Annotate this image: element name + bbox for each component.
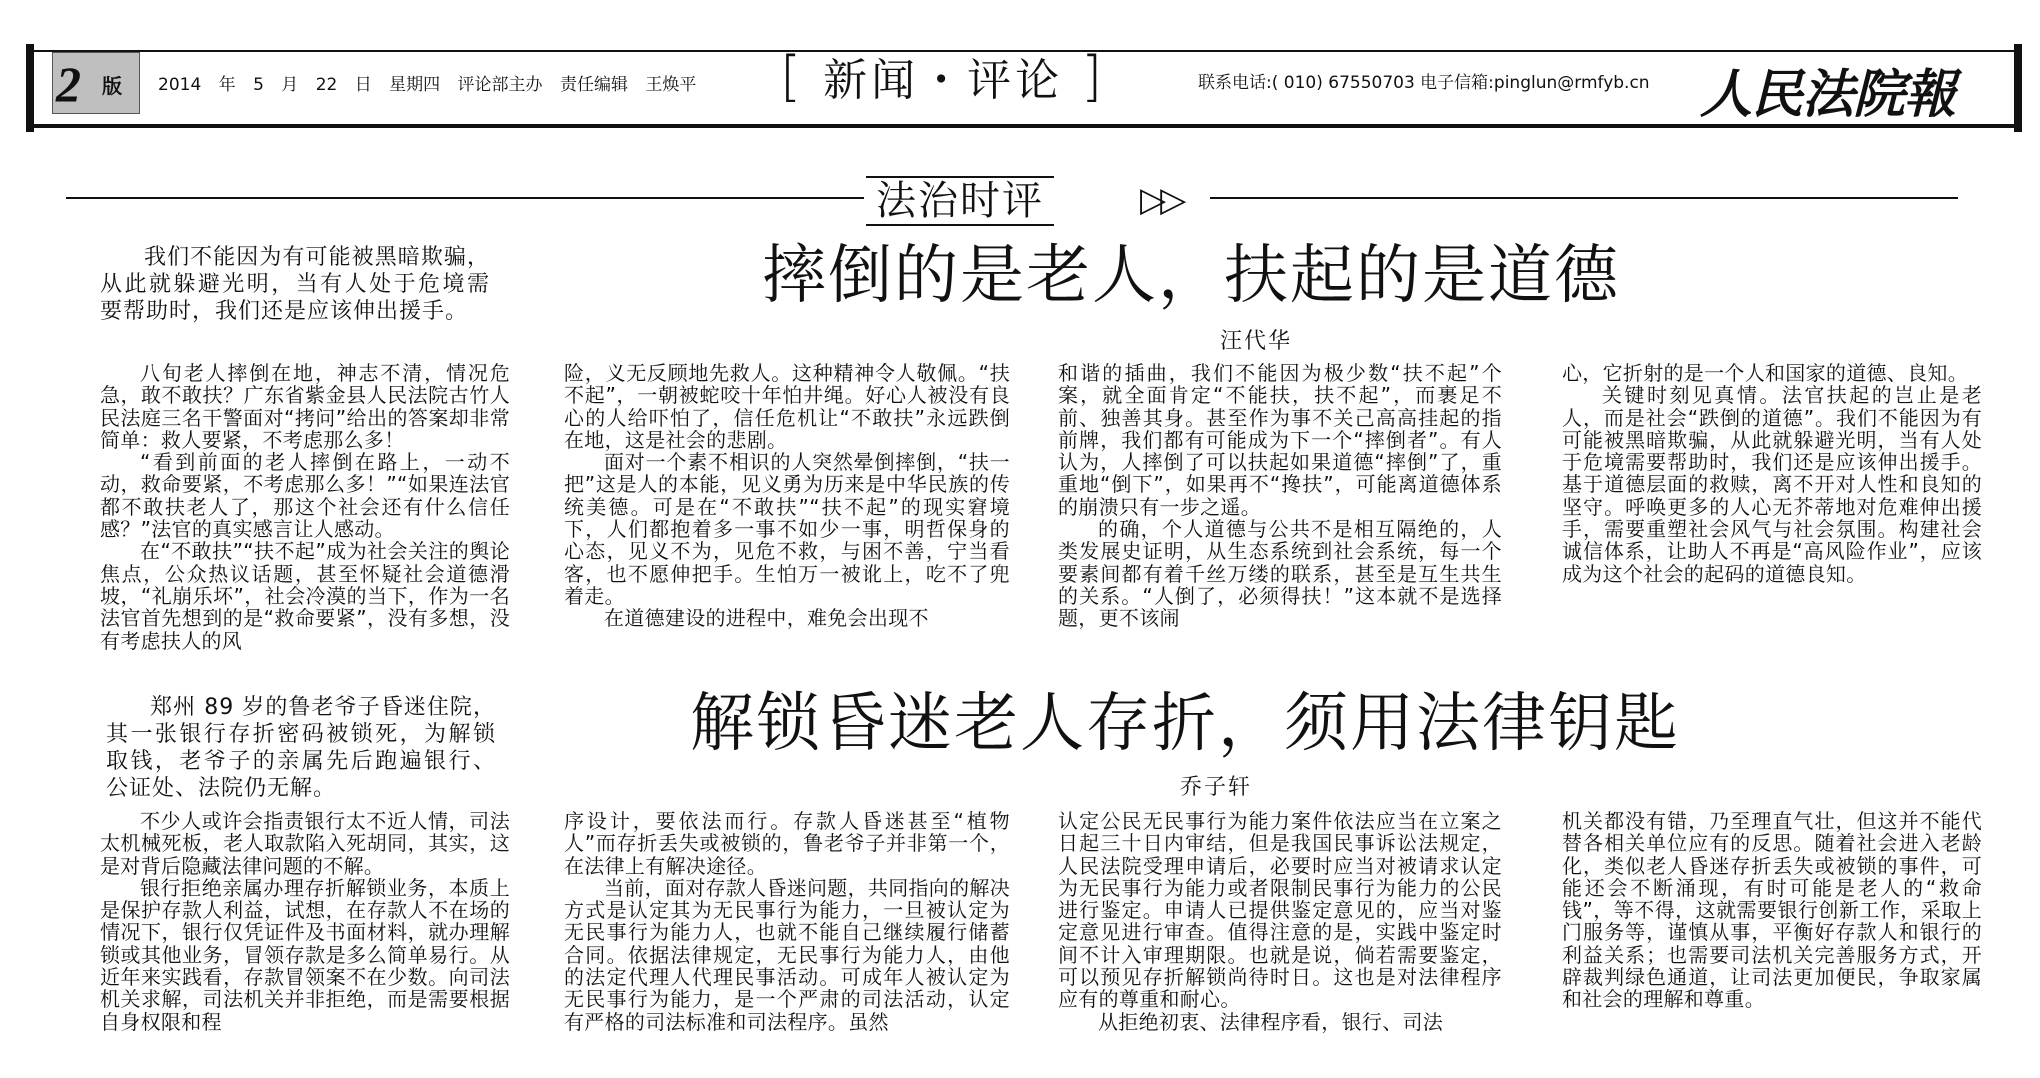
article2-paragraph: 当前，面对存款人昏迷问题，共同指向的解决方式是认定其为无民事行为能力，一旦被认定为无民事行为能力人，也就不能自己继续履行储蓄合同。依据法律规定，无民事行为能力人，由他的法定代理人代理民事活动。可成年人被认定为无民事行为能力，是一个严肃的司法活动，认定有严格的司法标准和司法程序。虽然 (564, 875, 1010, 1034)
article1-column-1 (100, 362, 510, 674)
double-arrow-icon: ▷▷ (1140, 180, 1181, 220)
article2-lead: 郑州 89 岁的鲁老爷子昏迷住院，其一张银行存折密码被锁死，为解锁取钱，老爷子的亲属先后跑遍银行、公证处、法院仍无解。 (106, 695, 496, 801)
article2-column-3 (1058, 810, 1502, 1078)
article2-paragraph: 银行拒绝亲属办理存折解锁业务，本质上是保护存款人利益，试想，在存款人不在场的情况下，银行仅凭证件及书面材料，就办理解锁或其他业务，冒领存款是多么简单易行。从近年来实践看，存款冒领案不在少数。向司法机关求解，司法机关并非拒绝，而是需要根据自身权限和程 (100, 875, 510, 1034)
article1-paragraph: 的确，个人道德与公共不是相互隔绝的，人类发展史证明，从生态系统到社会系统，每一个要素间都有着千丝万缕的联系，甚至是互生共生的关系。“人倒了，必须得扶！”这本就不是选择题，更不该闹 (1058, 517, 1502, 631)
article1-byline: 汪代华 (1220, 329, 1293, 354)
article2-headline: 解锁昏迷老人存折，须用法律钥匙 (690, 687, 1680, 761)
article1-paragraph: 八旬老人摔倒在地，神志不清，情况危急，敢不敢扶？广东省紫金县人民法院古竹人民法庭三名干警面对“拷问”给出的答案却非常简单：救人要紧，不考虑那么多！ (100, 362, 510, 452)
page-label: 版 (102, 74, 122, 98)
section-bracket-close: ] (1081, 45, 1107, 108)
article1-column-3 (1058, 362, 1502, 674)
newspaper-masthead: 人民法院報 (1700, 64, 1956, 125)
article1-paragraph: 关键时刻见真情。法官扶起的岂止是老人，而是社会“跌倒的道德”。我们不能因为有可能被黑暗欺骗，从此就躲避光明，当有人处于危境需要帮助时，我们还是应该伸出援手。基于道德层面的救赎，离不开对人性和良知的坚守。呼唤更多的人心无芥蒂地对危难伸出援手，需要重塑社会风气与社会氛围。构建社会诚信体系，让助人不再是“高风险作业”，应该成为这个社会的起码的道德良知。 (1562, 383, 1982, 586)
article1-paragraph: 在道德建设的进程中，难免会出现不 (604, 606, 929, 631)
column-title: 法治时评 (866, 176, 1054, 226)
article2-paragraph: 不少人或许会指责银行太不近人情，司法太机械死板，老人取款陷入死胡同，其实，这是对背后隐藏法律问题的不解。 (100, 810, 510, 878)
issue-meta: 2014 年 5 月 22 日 星期四 评论部主办 责任编辑 王焕平 (158, 75, 697, 95)
article2-column-2 (564, 810, 1010, 1078)
column-rule-left (66, 197, 864, 199)
article2-paragraph: 序设计，要依法而行。存款人昏迷甚至“植物人”而存折丢失或被锁的，鲁老爷子并非第一个，在法律上有解决途径。 (564, 810, 1010, 878)
article2-paragraph: 从拒绝初衷、法律程序看，银行、司法 (1098, 1009, 1444, 1034)
article2-paragraph: 认定公民无民事行为能力案件依法应当在立案之日起三十日内审结，但是我国民事诉讼法规定，人民法院受理申请后，必要时应当对被请求认定为无民事行为能力或者限制民事行为能力的公民进行鉴定。申请人已提供鉴定意见的，应当对鉴定意见进行审查。值得注意的是，实践中鉴定时间不计入审理期限。也就是说，倘若需要鉴定，可以预见存折解锁尚待时日。这也是对法律程序应有的尊重和耐心。 (1058, 810, 1502, 1012)
article1-lead: 我们不能因为有可能被黑暗欺骗，从此就躲避光明，当有人处于危境需要帮助时，我们还是应该伸出援手。 (100, 245, 490, 324)
article1-column-4 (1562, 362, 1982, 674)
article1-paragraph: 心，它折射的是一个人和国家的道德、良知。 (1562, 362, 1968, 385)
header-right-bar (2014, 44, 2022, 132)
article1-paragraph: “看到前面的老人摔倒在路上，一动不动，救命要紧，不考虑那么多！”“如果连法官都不敢扶老人了，那这个社会还有什么信任感？”法官的真实感言让人感动。 (100, 450, 510, 542)
column-rule-right (1210, 197, 1958, 199)
section-title (780, 45, 1107, 108)
header-left-bar (26, 44, 34, 132)
article1-paragraph: 和谐的插曲，我们不能因为极少数“扶不起”个案，就全面肯定“不能扶，扶不起”，而裹足不前、独善其身。甚至作为事不关己高高挂起的指前牌，我们都有可能成为下一个“摔倒者”。有人认为，人摔倒了可以扶起如果道德“摔倒”了，重重地“倒下”，如果再不“搀扶”，可能离道德体系的崩溃只有一步之遥。 (1058, 362, 1502, 519)
article1-headline: 摔倒的是老人，扶起的是道德 (762, 239, 1620, 313)
article2-byline: 乔子轩 (1180, 775, 1253, 800)
section-bracket-open: [ (780, 45, 806, 108)
section-title-text: 新闻・评论 (823, 55, 1064, 106)
contact-info: 联系电话:( 010) 67550703 电子信箱:pinglun@rmfyb.cn (1198, 73, 1650, 93)
article2-paragraph: 机关都没有错，乃至理直气壮，但这并不能代替各相关单位应有的反思。随着社会进入老龄化，类似老人昏迷存折丢失或被锁的事件，可能还会不断涌现，有时可能是老人的“救命钱”，等不得，这就需要银行创新工作，采取上门服务等，谨慎从事，平衡好存款人和银行的利益关系；也需要司法机关完善服务方式，开辟裁判绿色通道，让司法更加便民，争取家属和社会的理解和尊重。 (1562, 810, 1982, 1012)
article1-column-2 (564, 362, 1010, 674)
article2-column-1 (100, 810, 510, 1078)
article1-paragraph: 险，义无反顾地先救人。这种精神令人敬佩。“扶不起”，一朝被蛇咬十年怕井绳。好心人被没有良心的人给吓怕了，信任危机让“不敢扶”永远跌倒在地，这是社会的悲剧。 (564, 362, 1010, 452)
page-number: 2 (56, 56, 81, 112)
article1-paragraph: 在“不敢扶”“扶不起”成为社会关注的舆论焦点，公众热议话题，甚至怀疑社会道德滑坡，“礼崩乐坏”，社会冷漠的当下，作为一名法官首先想到的是“救命要紧”，没有多想，没有考虑扶人的风 (100, 539, 510, 653)
article1-paragraph: 面对一个素不相识的人突然晕倒摔倒，“扶一把”这是人的本能，见义勇为历来是中华民族的传统美德。可是在“不敢扶”“扶不起”的现实窘境下，人们都抱着多一事不如少一事，明哲保身的心态，见义不为，见危不救，与困不善，宁当看客，也不愿伸把手。生怕万一被讹上，吃不了兜着走。 (564, 450, 1010, 608)
article2-column-4 (1562, 810, 1982, 1078)
